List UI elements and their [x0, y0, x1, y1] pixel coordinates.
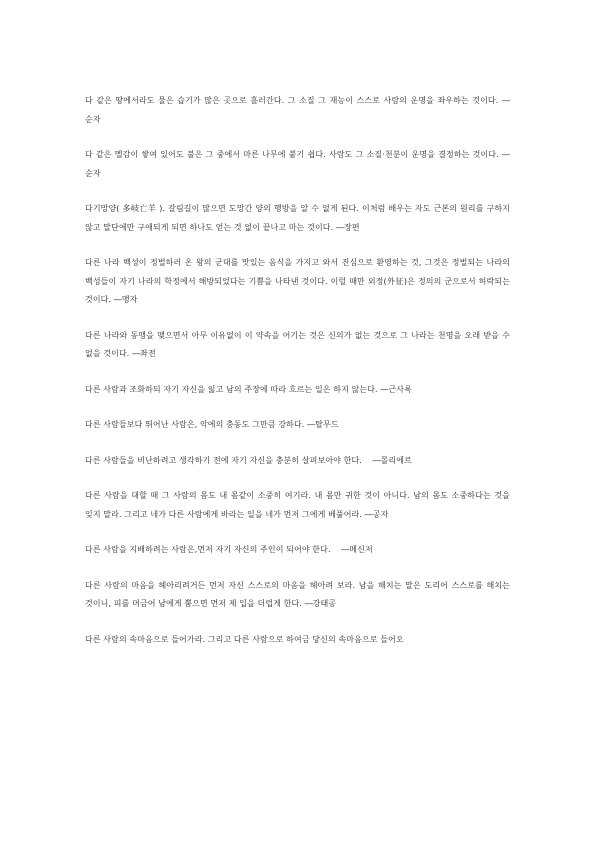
quote-paragraph: 다른 사람과 조화하되 자기 자신을 잃고 남의 주장에 따라 흐르는 일은 하지 않는다. ―근사록 — [85, 384, 412, 394]
quote-paragraph: 다른 사람의 마음을 헤아리려거든 먼저 자신 스스로의 마음을 헤아려 보라. 남을 해치는 말은 도리어 스스로를 해치는 것이니, 피를 머금어 남에게 뿜으면 먼저 제 입을 더럽게 한다. ―강태공 — [85, 580, 513, 608]
paragraph-gap — [85, 470, 510, 487]
paragraph-gap — [85, 399, 510, 416]
paragraph-gap — [85, 237, 510, 254]
quote-paragraph: 다른 나라와 동맹을 맺으면서 아무 이유없이 이 약속을 어기는 것은 신의가 없는 것으로 그 나라는 천명을 오래 받을 수 없을 것이다. ―좌전 — [85, 330, 513, 358]
paragraph-gap — [85, 435, 510, 452]
paragraph-gap — [85, 129, 510, 146]
quote-paragraph: 다른 사람의 속마음으로 들어가라. 그리고 다른 사람으로 하여금 당신의 속마음으로 들어오 — [85, 634, 404, 644]
quote-paragraph: 다 같은 멜감이 쌓여 있어도 불은 그 중에서 마른 나무에 붙기 쉽다. 사람도 그 소질·천분이 운명을 결정하는 것이다. ―순자 — [85, 150, 510, 178]
quote-paragraph: 다른 나라 백성이 정벌하러 온 왕의 군대를 맛있는 음식을 가지고 와서 진심으로 환영하는 것, 그것은 정벌되는 나라의 백성들이 자기 나라의 학정에서 해방되었다는 기쁨을 나타낸 것이다. 이럴 때만 외정(外征)은 정의의 군으로서 허락되는 것이다. ―맹자 — [85, 258, 513, 304]
quote-paragraph: 다른 사람을 지배하려는 사람은,먼저 자기 자신의 주인이 되어야 한다. ―메신저 — [85, 545, 373, 554]
paragraph-gap — [85, 560, 510, 577]
paragraph-gap — [85, 614, 510, 631]
quote-paragraph: 다기망양( 多岐亡羊 ). 갈림길이 많으면 도망간 양의 행방을 알 수 없게 된다. 이처럼 배우는 자도 근본의 원리를 구하지 않고 말단에만 구애되게 되면 하나도 얻는 것 없이 끝나고 마는 것이다. ―장편 — [85, 204, 513, 232]
quote-paragraph: 다른 사람들을 비난하려고 생각하기 전에 자기 자신을 충분히 살펴보아야 한다. ―몰리에르 — [85, 455, 412, 465]
quote-paragraph: 다른 사람들보다 뛰어난 사람은, 악에의 충동도 그만큼 강하다. ―탈무드 — [85, 420, 339, 429]
quote-list — [85, 92, 513, 649]
quote-paragraph: 다른 사람을 대할 때 그 사람의 몸도 내 몸같이 소중히 여기라. 내 몸만 귀한 것이 아니다. 남의 몸도 소중하다는 것을 잊지 말라. 그리고 네가 다른 사람에게 바라는 일을 네가 먼저 그에게 베풀어라. ―공자 — [85, 491, 513, 519]
paragraph-gap — [85, 364, 510, 381]
paragraph-gap — [85, 310, 510, 327]
paragraph-gap — [85, 524, 510, 541]
quote-paragraph: 다 같은 땅에서라도 물은 습기가 많은 곳으로 흘러간다. 그 소질 그 재능이 스스로 사람의 운명을 좌우하는 것이다. ―순자 — [85, 96, 510, 124]
paragraph-gap — [85, 183, 510, 200]
